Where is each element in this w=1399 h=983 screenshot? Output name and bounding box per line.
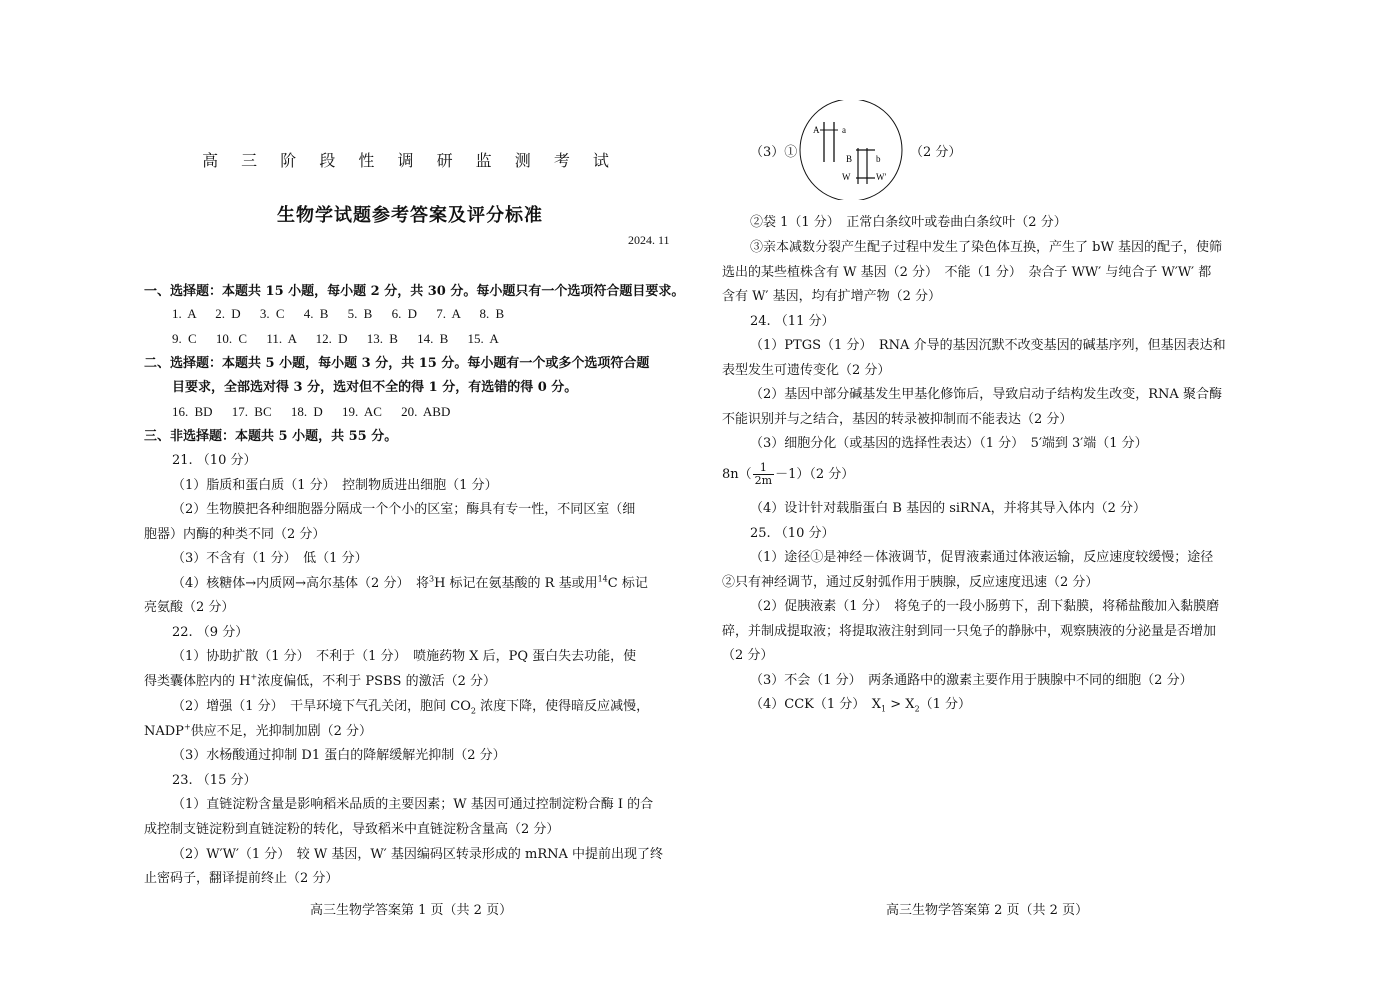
q24-answer4: （4）设计针对载脂蛋白 B 基因的 siRNA，并将其导入体内（2 分） [750,501,1147,516]
q24-answer1-line1: （1）PTGS（1 分） RNA 介导的基因沉默不改变基因的碱基序列，但基因表达和 [750,338,1226,353]
q24-answer3-formula: 8n（ $\frac{1}{2m}$ －1）（2 分） [722,461,855,487]
cell-outline [800,100,902,200]
q25-answer2-line2: 碎，并制成提取液；将提取液注射到同一只兔子的静脉中，观察胰液的分泌量是否增加 [722,624,1217,639]
exam-title: 高 三 阶 段 性 调 研 监 测 考 试 [202,151,618,170]
q22-answer3: （3）水杨酸通过抑制 D1 蛋白的降解缓解光抑制（2 分） [172,748,506,763]
q23-answer1-line2: 成控制支链淀粉到直链淀粉的转化，导致稻米中直链淀粉含量高（2 分） [144,822,560,837]
answer-key-title: 生物学试题参考答案及评分标准 [277,205,543,226]
gene-label-a: a [842,125,846,135]
gene-label-W-prime: W′ [876,172,887,182]
q23-answer3-part3-line1: ③亲本减数分裂产生配子过程中发生了染色体互换，产生了 bW 基因的配子，使筛 [750,240,1222,255]
q23-answer3-part3-line3: 含有 W′ 基因，均有扩增产物（2 分） [722,289,941,304]
q22-answer2-line1: （2）增强（1 分） 干旱环境下气孔关闭，胞间 $CO_2$ 浓度下降，使得暗反应减慢， [172,699,650,716]
q21-answer3: （3）不含有（1 分） 低（1 分） [172,551,368,566]
chromosome-cell-diagram [796,100,906,200]
q21-answer2-line2: 胞器）内酶的种类不同（2 分） [144,527,326,542]
q25-answer1-line2: ②只有神经调节，通过反射弧作用于胰腺，反应速度迅速（2 分） [722,575,1099,590]
q25-answer2-line1: （2）促胰液素（1 分） 将兔子的一段小肠剪下，刮下黏膜，将稀盐酸加入黏膜磨 [750,599,1220,614]
q25-answer2-line3: （2 分） [722,648,774,663]
page2-footer: 高三生物学答案第 2 页（共 2 页） [886,903,1089,918]
q24-heading: 24. （11 分） [750,314,835,329]
q25-answer1-line1: （1）途径①是神经－体液调节，促胃液素通过体液运输，反应速度较缓慢；途径 [750,550,1214,565]
q21-answer4-line1: （4）核糖体→内质网→高尔基体（2 分） 将$^3$H 标记在氨基酸的 R 基或用$^{14}$C 标记 [172,574,648,591]
section1-answers-row2: 9. C 10. C 11. A 12. D 13. B 14. B 15. A [172,331,499,346]
q23-answer3-part3-line2: 选出的某些植株含有 W 基因（2 分） 不能（1 分） 杂合子 WW′ 与纯合子 W′W′ 都 [722,265,1212,280]
q23-answer2-line2: 止密码子，翻译提前终止（2 分） [144,871,339,886]
q22-heading: 22. （9 分） [172,625,249,640]
page1-footer: 高三生物学答案第 1 页（共 2 页） [310,903,513,918]
section2-answers: 16. BD 17. BC 18. D 19. AC 20. ABD [172,404,451,419]
section1-answers-row1: 1. A 2. D 3. C 4. B 5. B 6. D 7. A 8. B [172,306,505,321]
gene-label-B: B [846,154,853,164]
gene-label-A: A [813,125,820,135]
q21-answer4-line2: 亮氨酸（2 分） [144,600,235,615]
q23-answer3-label: （3）① [750,145,798,160]
q25-answer3: （3）不会（1 分） 两条通路中的激素主要作用于胰腺中不同的细胞（2 分） [750,673,1193,688]
formula-denominator: 2m [754,474,773,487]
q24-answer1-line2: 表型发生可遗传变化（2 分） [722,363,891,378]
q21-heading: 21. （10 分） [172,453,257,468]
q22-answer1-line1: （1）协助扩散（1 分） 不利于（1 分） 喷施药物 X 后，PQ 蛋白失去功能，使 [172,649,637,664]
gene-label-b: b [876,154,881,164]
section1-heading: 一、选择题：本题共 15 小题，每小题 2 分，共 30 分。每小题只有一个选项符合题目要求。 [144,284,685,299]
q24-answer2-line1: （2）基因中部分碱基发生甲基化修饰后，导致启动子结构发生改变，RNA 聚合酶 [750,387,1222,402]
q25-heading: 25. （10 分） [750,526,835,541]
exam-date: 2024. 11 [628,233,670,247]
gene-label-W: W [842,172,851,182]
q23-heading: 23. （15 分） [172,773,257,788]
q21-answer2-line1: （2）生物膜把各种细胞器分隔成一个个小的区室；酶具有专一性，不同区室（细 [172,502,636,517]
q24-answer3: （3）细胞分化（或基因的选择性表达）（1 分） 5′端到 3′端（1 分） [750,436,1148,451]
q21-answer1: （1）脂质和蛋白质（1 分） 控制物质进出细胞（1 分） [172,478,498,493]
q23-answer3-part2: ②袋 1（1 分） 正常白条纹叶或卷曲白条纹叶（2 分） [750,215,1067,230]
section3-heading: 三、非选择题：本题共 5 小题，共 55 分。 [144,429,398,444]
cell-diagram-svg [796,100,906,200]
q23-answer3-score: （2 分） [910,145,962,160]
section2-heading-line2: 目要求，全部选对得 3 分，选对但不全的得 1 分，有选错的得 0 分。 [172,380,578,395]
formula-numerator: 1 [753,462,774,475]
q23-answer1-line1: （1）直链淀粉含量是影响稻米品质的主要因素；W 基因可通过控制淀粉合酶 I 的合 [172,797,654,812]
q22-answer2-line2: NADP+供应不足，光抑制加剧（2 分） [144,722,373,739]
q25-answer4: （4）CCK（1 分） $X_1 > X_2(1$ 分） [750,697,972,714]
q22-answer1-line2: 得类囊体腔内的 H+浓度偏低，不利于 PSBS 的激活（2 分） [144,672,496,689]
q24-answer2-line2: 不能识别并与之结合，基因的转录被抑制而不能表达（2 分） [722,412,1073,427]
section2-heading-line1: 二、选择题：本题共 5 小题，每小题 3 分，共 15 分。每小题有一个或多个选项符合题 [144,356,650,371]
q23-answer2-line1: （2）W′W′（1 分） 较 W 基因，W′ 基因编码区转录形成的 mRNA 中提前出现了终 [172,847,664,862]
